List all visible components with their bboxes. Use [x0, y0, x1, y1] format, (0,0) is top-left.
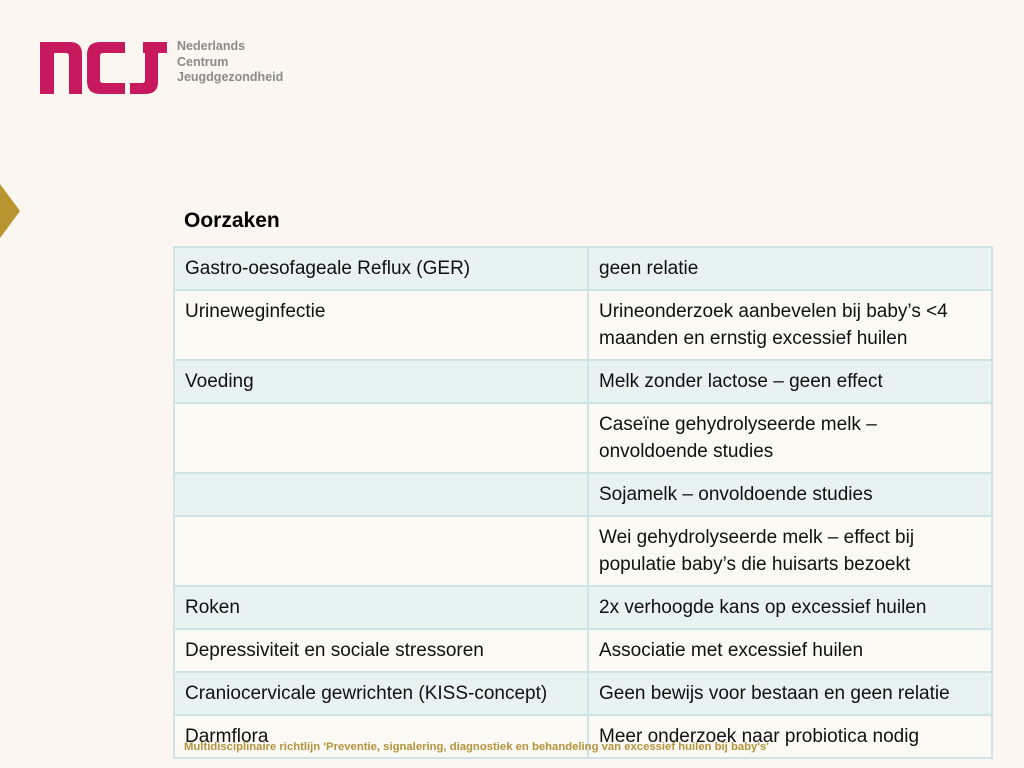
- table-row: [174, 586, 992, 629]
- cause-cell: Voeding: [174, 360, 588, 403]
- table-row: [174, 516, 992, 586]
- cause-cell: Roken: [174, 586, 588, 629]
- table-row: [174, 672, 992, 715]
- table-row: [174, 360, 992, 403]
- logo-line-3: Jeugdgezondheid: [177, 70, 284, 84]
- finding-cell: Geen bewijs voor bestaan en geen relatie: [588, 672, 992, 715]
- logo-line-1: Nederlands: [177, 39, 246, 53]
- cause-cell: Urineweginfectie: [174, 290, 588, 360]
- finding-cell: geen relatie: [588, 247, 992, 290]
- cause-cell: [174, 473, 588, 516]
- finding-cell: Melk zonder lactose – geen effect: [588, 360, 992, 403]
- slide-title: Oorzaken: [184, 209, 280, 232]
- cause-cell: Depressiviteit en sociale stressoren: [174, 629, 588, 672]
- cause-cell: Craniocervicale gewrichten (KISS-concept): [174, 672, 588, 715]
- finding-cell: Associatie met excessief huilen: [588, 629, 992, 672]
- finding-cell: Urineonderzoek aanbevelen bij baby’s <4 maanden en ernstig excessief huilen: [588, 290, 992, 360]
- ncj-logo: [40, 39, 290, 97]
- causes-table: [173, 246, 993, 759]
- cause-cell: [174, 403, 588, 473]
- finding-cell: Wei gehydrolyseerde melk – effect bij populatie baby’s die huisarts bezoekt: [588, 516, 992, 586]
- cause-cell: [174, 516, 588, 586]
- finding-cell: Meer onderzoek naar probiotica nodig: [588, 715, 992, 758]
- ncj-logo-mark: [40, 39, 168, 95]
- table-row: [174, 473, 992, 516]
- cause-cell: Gastro-oesofageale Reflux (GER): [174, 247, 588, 290]
- ncj-logo-wordmark: [177, 39, 283, 86]
- finding-cell: Sojamelk – onvoldoende studies: [588, 473, 992, 516]
- table-row: [174, 629, 992, 672]
- table-row: [174, 247, 992, 290]
- logo-line-2: Centrum: [177, 54, 229, 69]
- finding-cell: Caseïne gehydrolyseerde melk – onvoldoende studies: [588, 403, 992, 473]
- table-row: [174, 290, 992, 360]
- slide-marker-arrow-icon: [0, 184, 20, 238]
- source-footer: Multidisciplinaire richtlijn 'Preventie, signalering, diagnostiek en behandeling van excessief huilen bij baby's': [184, 741, 769, 753]
- cause-cell: Darmflora: [174, 715, 588, 758]
- table-row: [174, 403, 992, 473]
- finding-cell: 2x verhoogde kans op excessief huilen: [588, 586, 992, 629]
